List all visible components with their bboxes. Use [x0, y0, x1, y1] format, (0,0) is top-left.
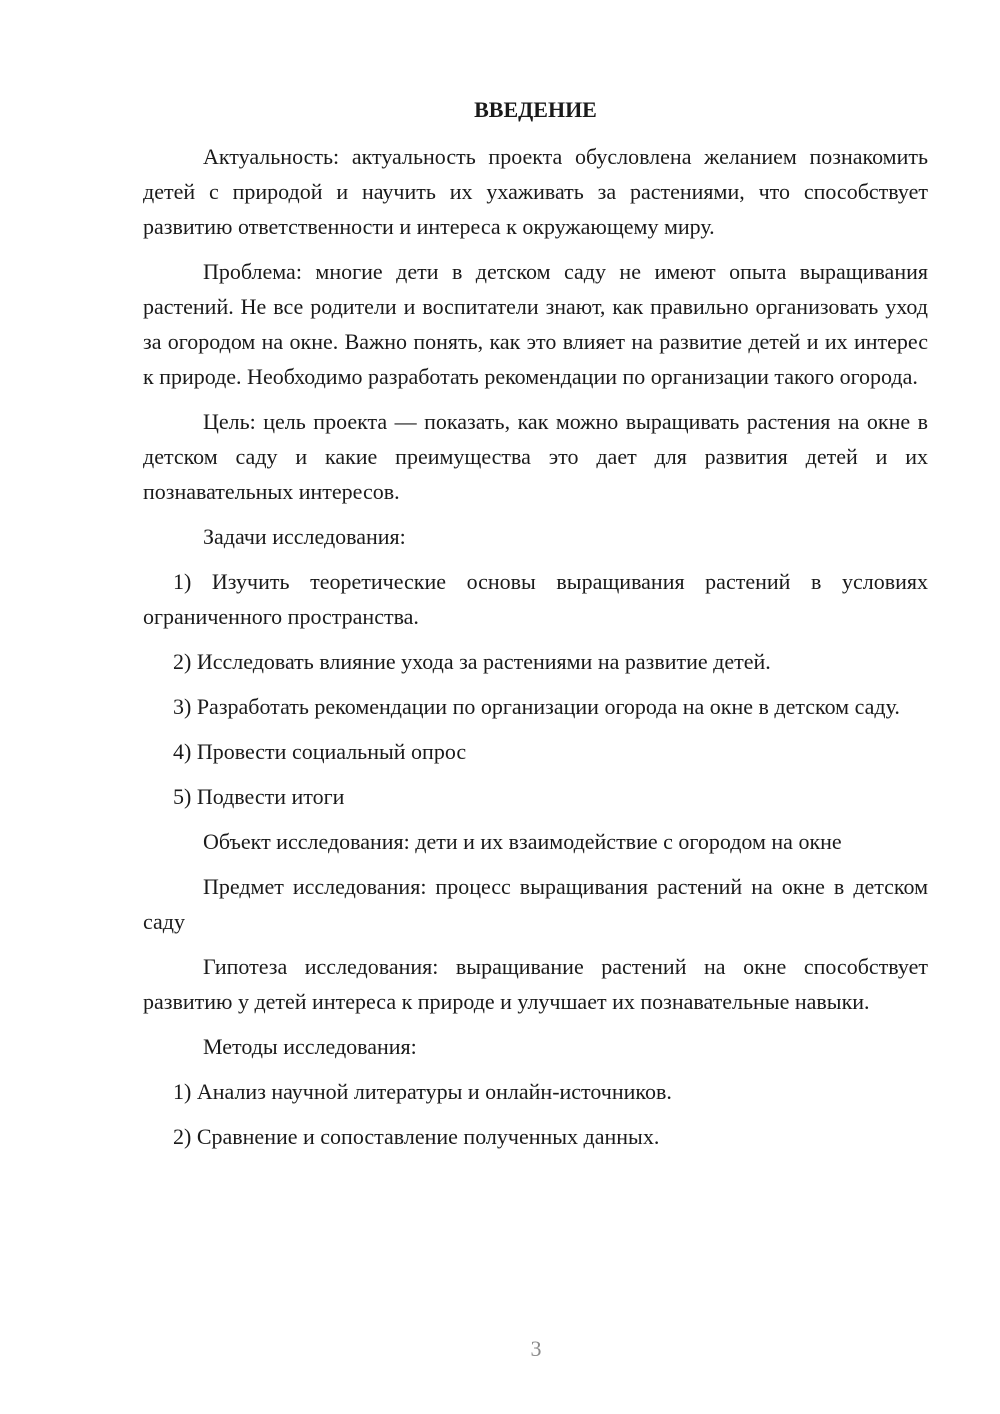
page-body	[143, 92, 928, 1164]
tasks-heading: Задачи исследования:	[203, 524, 406, 549]
section-title: ВВЕДЕНИЕ	[474, 97, 597, 122]
task-item: 2) Исследовать влияние ухода за растениями на развитие детей.	[173, 649, 771, 674]
hypothesis-paragraph: Гипотеза исследования: выращивание растений на окне способствует развитию у детей интереса к природе и улучшает их познавательные навыки.	[143, 954, 928, 1014]
task-item: 5) Подвести итоги	[173, 784, 345, 809]
task-item: 4) Провести социальный опрос	[173, 739, 467, 764]
page-number: 3	[530, 1336, 542, 1361]
method-item: 2) Сравнение и сопоставление полученных данных.	[173, 1124, 660, 1149]
object-paragraph: Объект исследования: дети и их взаимодействие с огородом на окне	[203, 829, 842, 854]
method-item: 1) Анализ научной литературы и онлайн-источников.	[173, 1079, 672, 1104]
subject-paragraph: Предмет исследования: процесс выращивания растений на окне в детском саду	[143, 874, 928, 934]
goal-paragraph: Цель: цель проекта — показать, как можно выращивать растения на окне в детском саду и какие преимущества это дает для развития детей и их познавательных интересов.	[143, 409, 928, 504]
task-item: 3) Разработать рекомендации по организации огорода на окне в детском саду.	[173, 694, 900, 719]
task-item: 1) Изучить теоретические основы выращивания растений в условиях ограниченного пространства.	[143, 569, 928, 629]
problem-paragraph: Проблема: многие дети в детском саду не имеют опыта выращивания растений. Не все родители и воспитатели знают, как правильно организовать уход за огородом на окне. Важно понять, как это влияет на развитие детей и их интерес к природе. Необходимо разработать рекомендации по организации такого огорода.	[143, 259, 928, 389]
relevance-paragraph: Актуальность: актуальность проекта обусловлена желанием познакомить детей с природой и научить их ухаживать за растениями, что способствует развитию ответственности и интереса к окружающему миру.	[143, 144, 928, 239]
methods-heading: Методы исследования:	[203, 1034, 417, 1059]
